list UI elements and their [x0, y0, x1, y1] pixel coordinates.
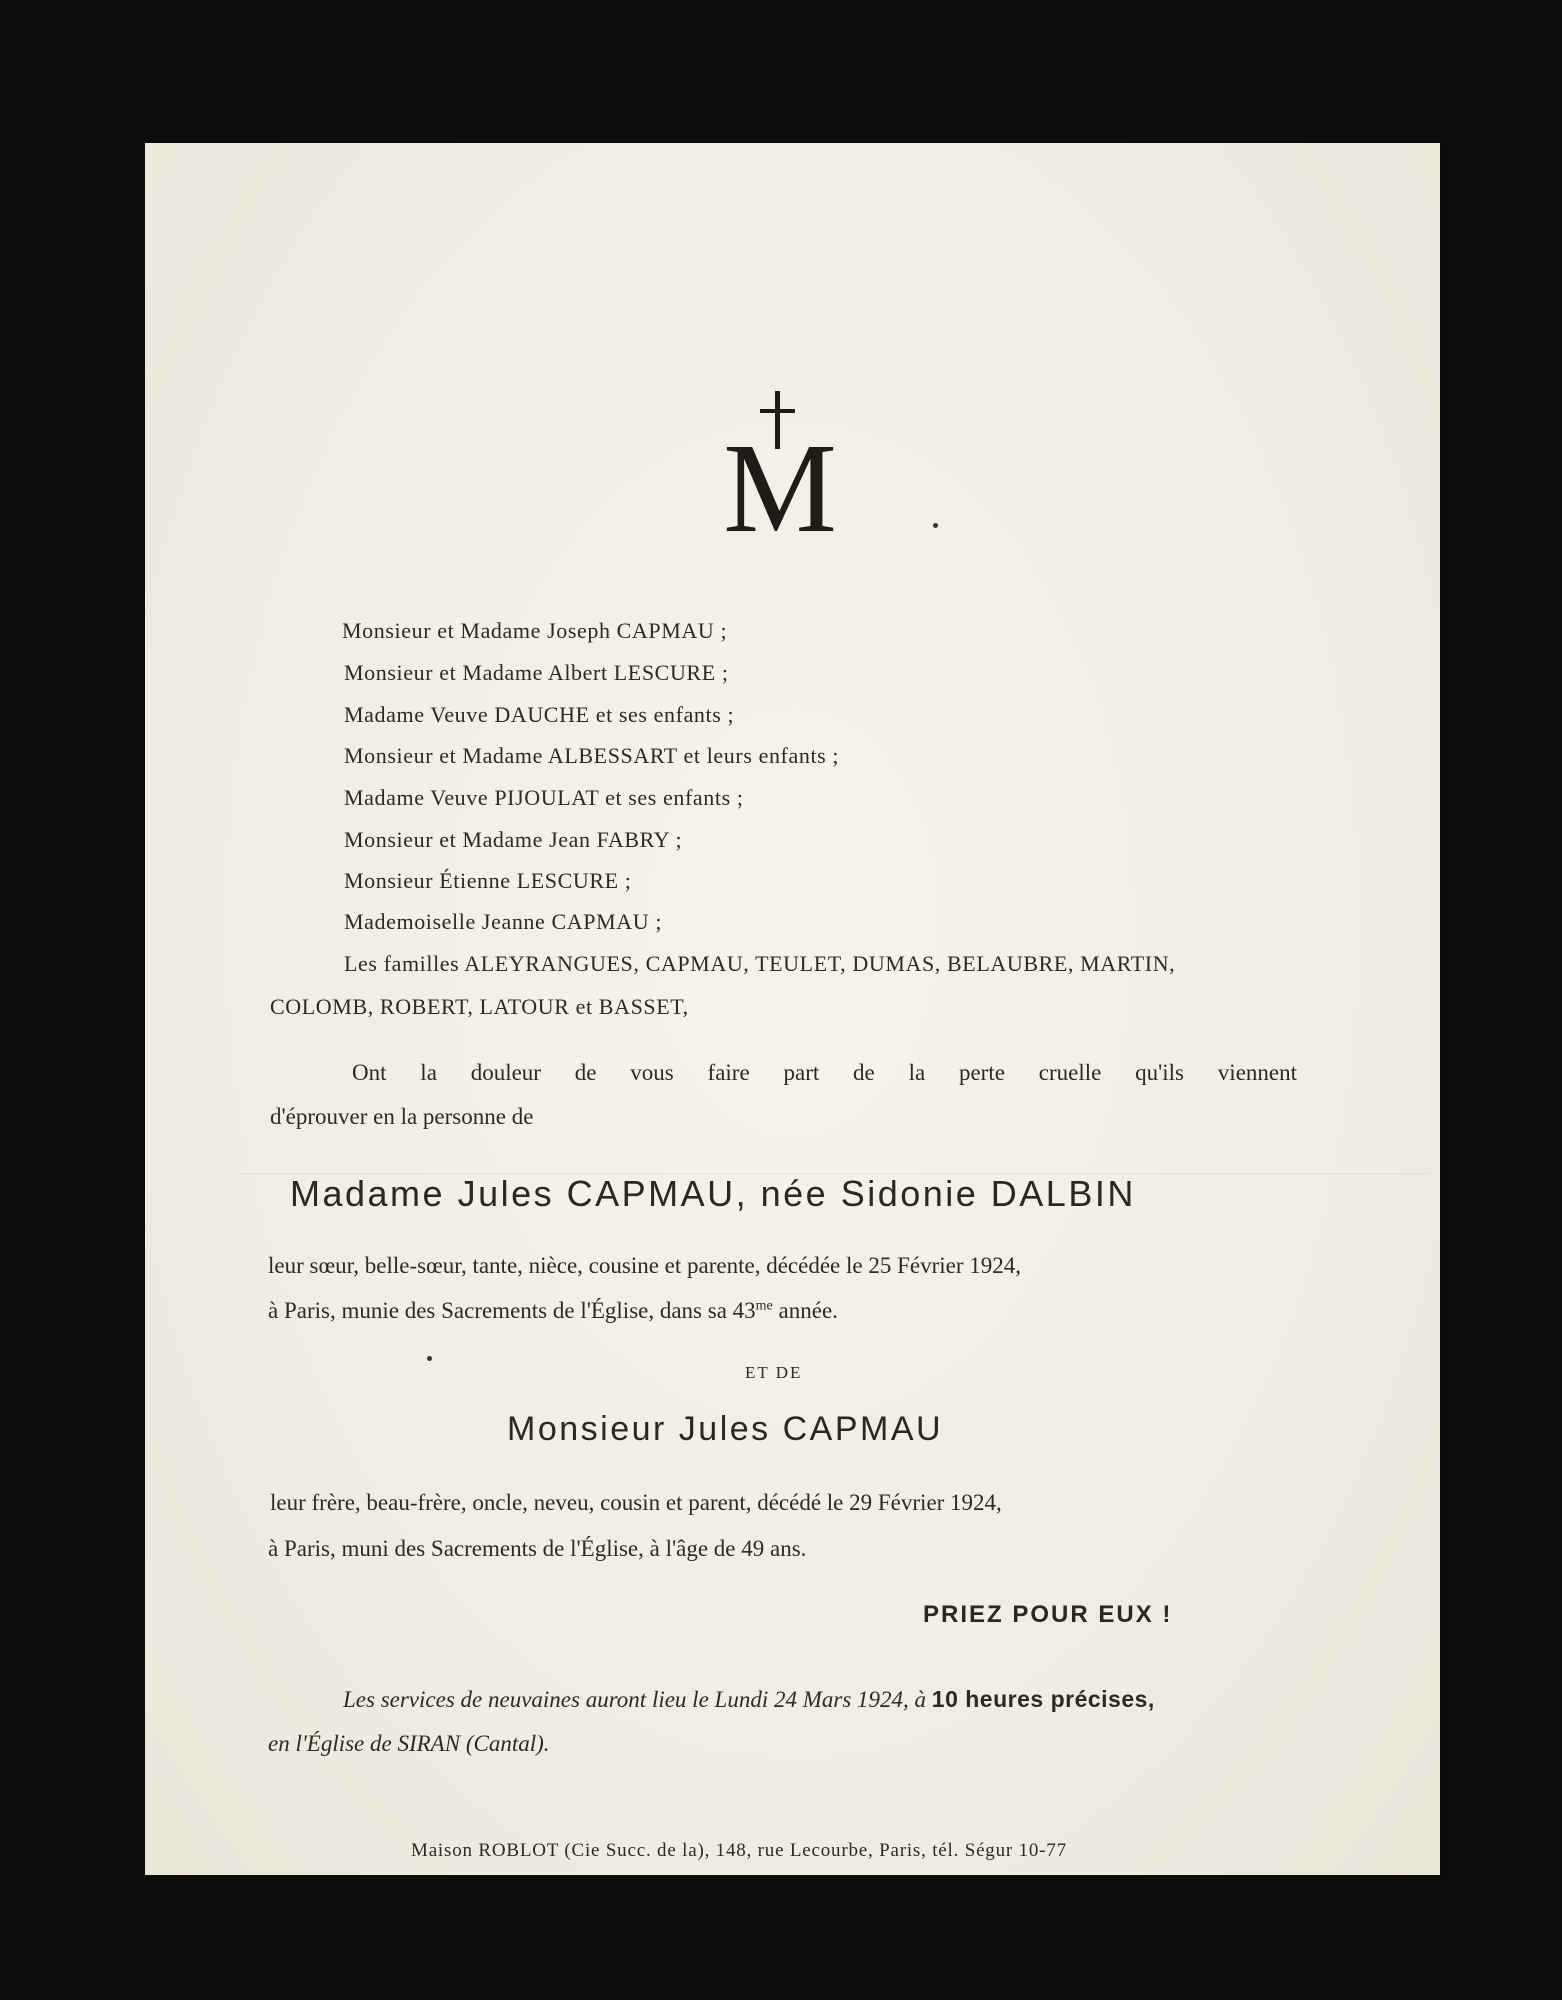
- family-line: Monsieur et Madame ALBESSART et leurs enfants ;: [344, 743, 840, 768]
- ink-speck: [427, 1356, 432, 1361]
- family-line: Les familles ALEYRANGUES, CAPMAU, TEULET, DUMAS, BELAUBRE, MARTIN,: [344, 951, 1176, 976]
- deceased-details: leur frère, beau-frère, oncle, neveu, cousin et parent, décédé le 29 Février 1924,: [270, 1490, 1002, 1515]
- announcement-line: d'éprouver en la personne de: [270, 1104, 534, 1129]
- services-line: [268, 1731, 550, 1757]
- announcement-line: Ont la douleur de vous faire part de la perte cruelle qu'ils viennent: [352, 1060, 1297, 1085]
- ordinal-suffix: me: [755, 1298, 773, 1314]
- family-line: Monsieur Étienne LESCURE ;: [344, 868, 632, 893]
- family-line: Monsieur et Madame Albert LESCURE ;: [344, 660, 729, 685]
- printer-imprint: Maison ROBLOT (Cie Succ. de la), 148, rue Lecourbe, Paris, tél. Ségur 10-77: [411, 1840, 1067, 1861]
- deceased-details: à Paris, muni des Sacrements de l'Église, à l'âge de 49 ans.: [268, 1536, 807, 1561]
- services-line: [343, 1686, 1155, 1713]
- family-line-continued: COLOMB, ROBERT, LATOUR et BASSET,: [270, 994, 689, 1019]
- cross-icon: [715, 383, 845, 543]
- deceased-details-text: année.: [772, 1298, 838, 1323]
- ink-speck: [933, 523, 938, 528]
- family-line: Madame Veuve DAUCHE et ses enfants ;: [344, 702, 735, 727]
- family-line: Monsieur et Madame Joseph CAPMAU ;: [342, 618, 728, 643]
- deceased-name: Madame Jules CAPMAU, née Sidonie DALBIN: [290, 1173, 1136, 1214]
- services-time: 10 heures précises,: [931, 1686, 1155, 1712]
- prayer: PRIEZ POUR EUX !: [923, 1601, 1173, 1628]
- mourning-card: [145, 143, 1440, 1875]
- monogram-letter: M: [723, 417, 837, 543]
- services-text: Les services de neuvaines auront lieu le Lundi 24 Mars 1924, à: [343, 1687, 932, 1712]
- family-line: Madame Veuve PIJOULAT et ses enfants ;: [344, 785, 744, 810]
- connector: ET DE: [745, 1363, 803, 1382]
- monogram: [715, 383, 845, 543]
- family-line: Monsieur et Madame Jean FABRY ;: [344, 827, 683, 852]
- deceased-details-text: à Paris, munie des Sacrements de l'Église, dans sa 43: [268, 1298, 756, 1323]
- deceased-details: [268, 1298, 838, 1324]
- deceased-details: leur sœur, belle-sœur, tante, nièce, cousine et parente, décédée le 25 Février 1924,: [268, 1253, 1022, 1278]
- family-line: Mademoiselle Jeanne CAPMAU ;: [344, 909, 663, 934]
- services-location: en l'Église de SIRAN (Cantal).: [268, 1731, 550, 1756]
- deceased-name: Monsieur Jules CAPMAU: [507, 1410, 944, 1448]
